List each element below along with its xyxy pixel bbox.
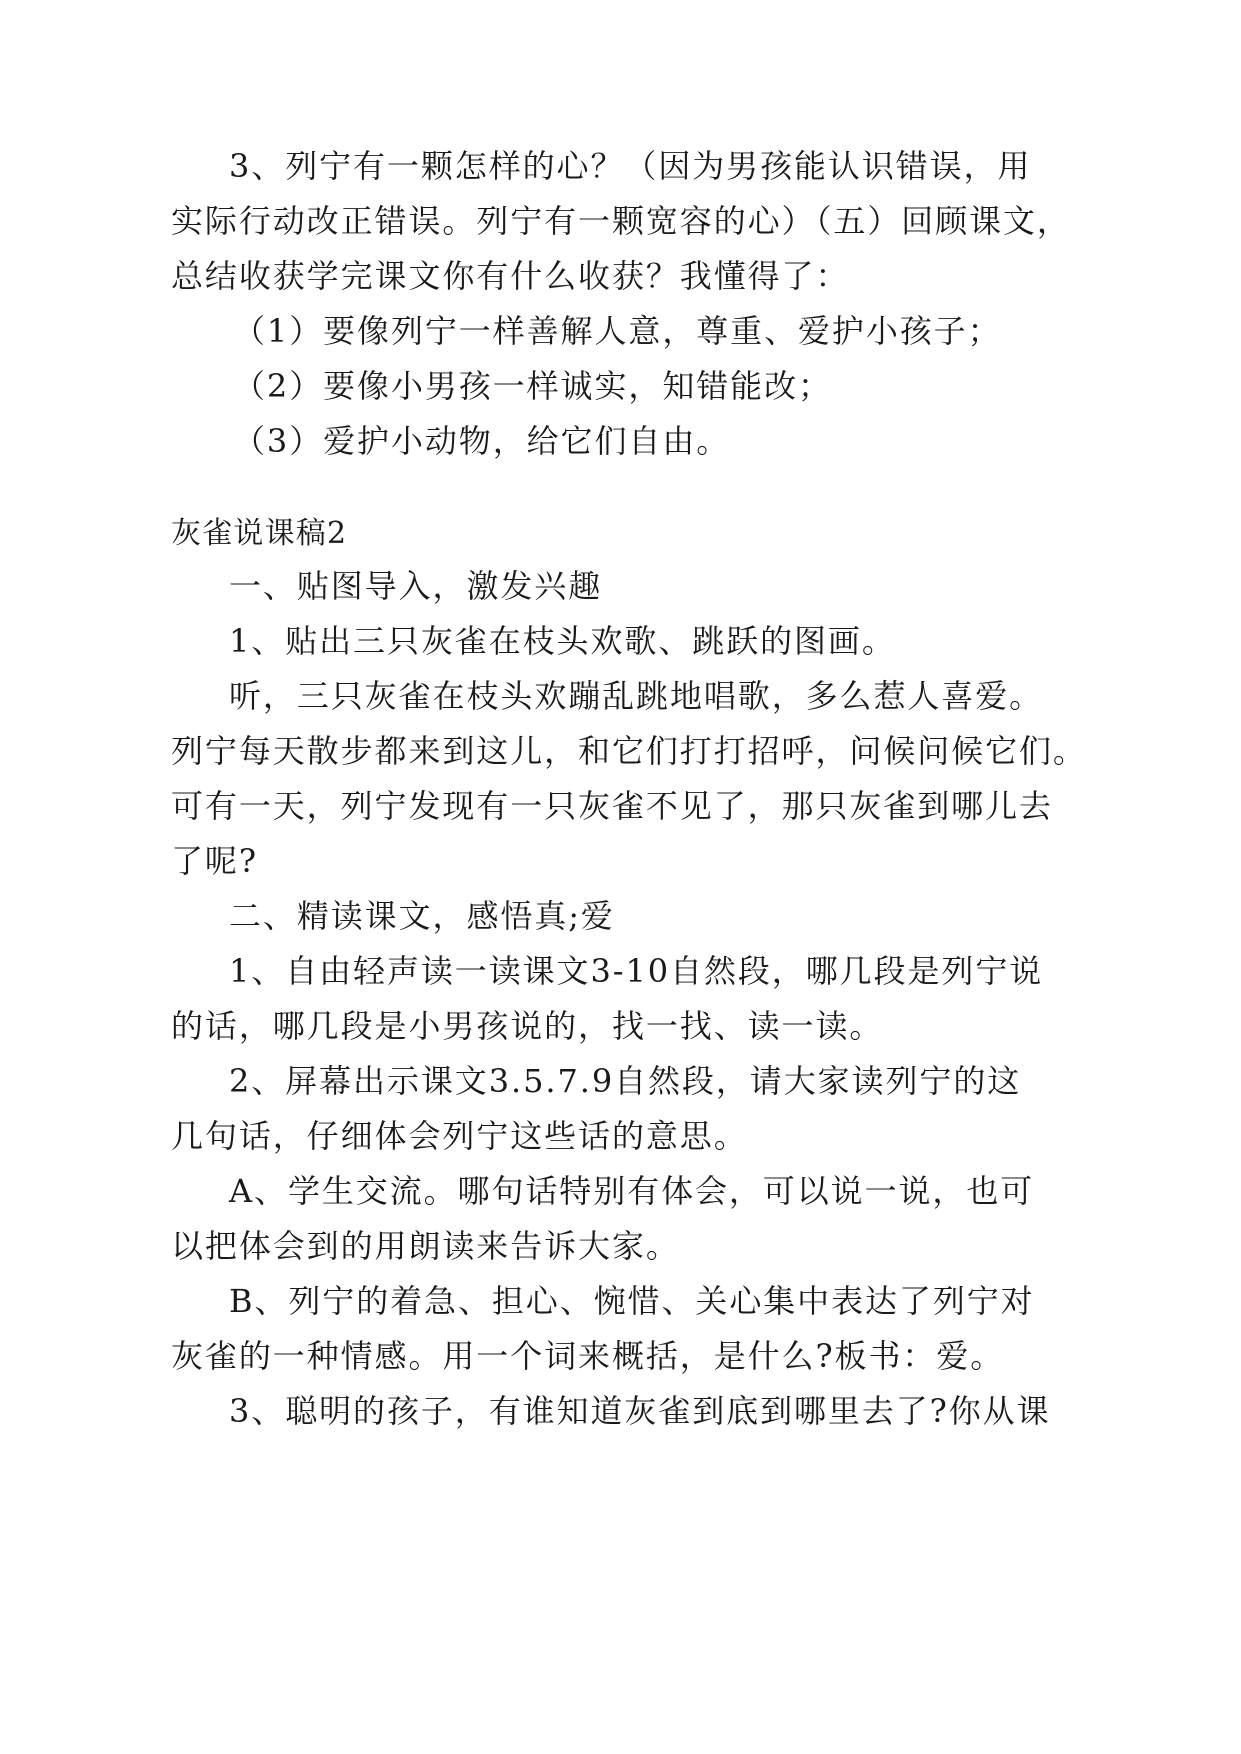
list-item: （2）要像小男孩一样诚实，知错能改； — [233, 367, 832, 405]
paragraph-line: 几句话，仔细体会列宁这些话的意思。 — [171, 1117, 748, 1155]
paragraph-line: 了呢? — [171, 842, 258, 880]
paragraph-line: 3、列宁有一颗怎样的心？（因为男孩能认识错误，用 — [229, 147, 1032, 185]
paragraph-line: A、学生交流。哪句话特别有体会，可以说一说，也可 — [229, 1172, 1035, 1210]
paragraph-line: 听，三只灰雀在枝头欢蹦乱跳地唱歌，多么惹人喜爱。 — [229, 677, 1044, 715]
paragraph-line: 可有一天，列宁发现有一只灰雀不见了，那只灰雀到哪儿去 — [171, 787, 1053, 825]
paragraph-line: 总结收获学完课文你有什么收获？我懂得了： — [171, 257, 850, 295]
list-item: （1）要像列宁一样善解人意，尊重、爱护小孩子； — [233, 312, 1002, 350]
paragraph-line: 以把体会到的用朗读来告诉大家。 — [171, 1227, 680, 1265]
paragraph-line: B、列宁的着急、担心、惋惜、关心集中表达了列宁对 — [229, 1282, 1035, 1320]
list-item: （3）爱护小动物，给它们自由。 — [233, 422, 731, 460]
paragraph-line: 二、精读课文，感悟真;爱 — [229, 897, 615, 935]
paragraph-line: 3、聪明的孩子，有谁知道灰雀到底到哪里去了?你从课 — [229, 1392, 1051, 1430]
paragraph-line: 一、贴图导入，激发兴趣 — [229, 567, 603, 605]
paragraph-line: 的话，哪几段是小男孩说的，找一找、读一读。 — [171, 1007, 884, 1045]
section-title: 灰雀说课稿2 — [171, 516, 348, 551]
paragraph-line: 1、贴出三只灰雀在枝头欢歌、跳跃的图画。 — [229, 622, 896, 660]
paragraph-line: 1、自由轻声读一读课文3-10自然段，哪几段是列宁说 — [229, 952, 1044, 990]
paragraph-line: 灰雀的一种情感。用一个词来概括，是什么?板书：爱。 — [171, 1337, 1005, 1375]
paragraph-line: 2、屏幕出示课文3.5.7.9自然段，请大家读列宁的这 — [229, 1062, 1022, 1100]
paragraph-line: 列宁每天散步都来到这儿，和它们打打招呼，问候问候它们。 — [171, 732, 1087, 770]
paragraph-line: 实际行动改正错误。列宁有一颗宽容的心）（五）回顾课文， — [171, 202, 1071, 240]
